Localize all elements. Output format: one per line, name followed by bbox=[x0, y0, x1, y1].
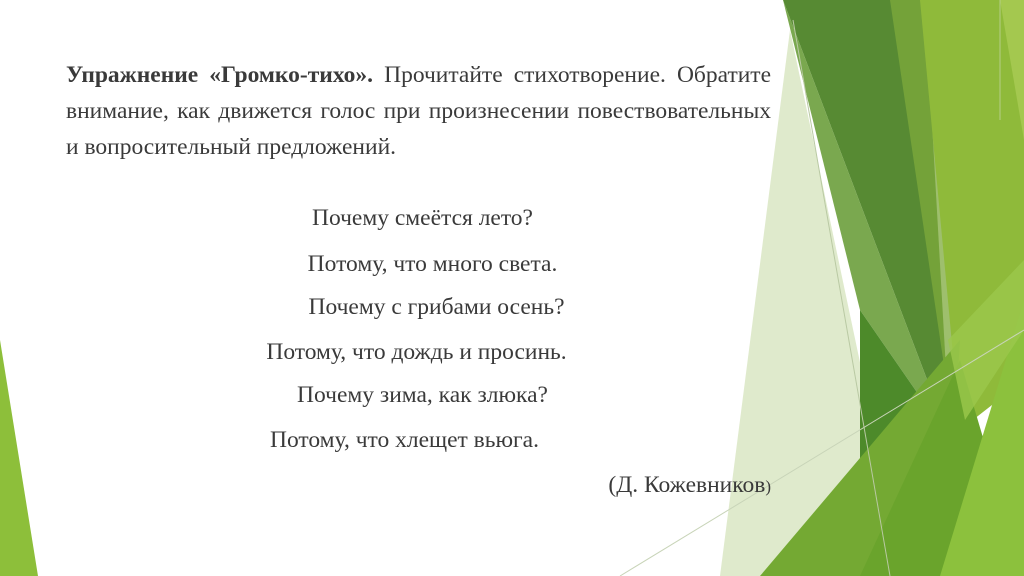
poem-author bbox=[66, 470, 771, 502]
exercise-paragraph bbox=[66, 57, 771, 165]
poem-line-3: Почему с грибами осень? bbox=[308, 294, 565, 320]
poem-line-2: Потому, что много света. bbox=[307, 251, 558, 277]
poem-line-4: Потому, что дождь и просинь. bbox=[266, 339, 567, 365]
poem-line-5: Почему зима, как злюка? bbox=[297, 382, 548, 408]
author-name: (Д. Кожевников bbox=[608, 472, 766, 498]
poem-line-1: Почему смеётся лето? bbox=[312, 205, 533, 231]
left-green-sliver bbox=[0, 340, 38, 576]
exercise-instruction: Прочитайте стихотворение. Обратите внимание, как движется голос при произнесении повествовательных и вопросительный предложений. bbox=[66, 62, 772, 160]
author-closing-paren: ) bbox=[765, 477, 771, 496]
exercise-title: Упражнение «Громко-тихо». bbox=[66, 62, 374, 88]
poem-line-6: Потому, что хлещет вьюга. bbox=[270, 427, 539, 453]
